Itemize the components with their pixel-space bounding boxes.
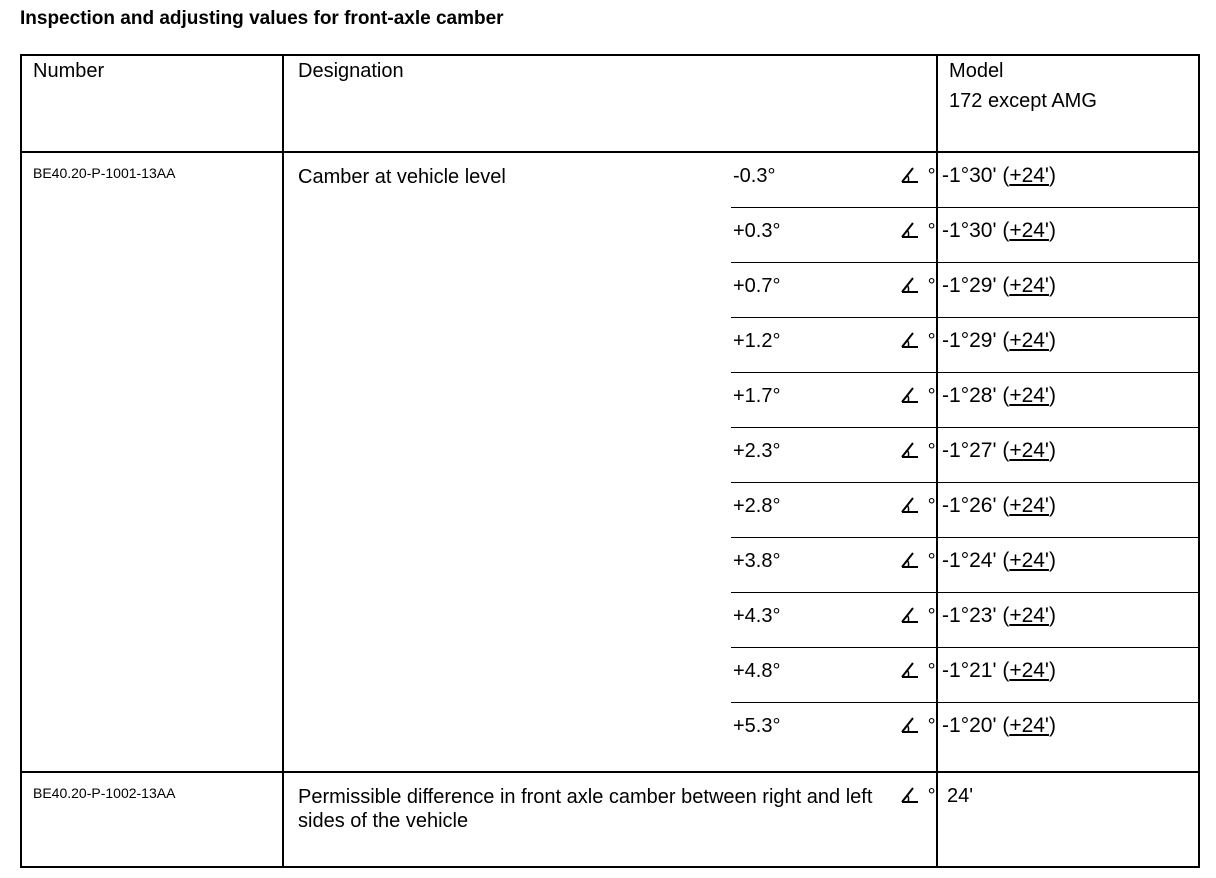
camber-nominal: -1°27' (942, 438, 997, 462)
level-offset: -0.3° (731, 152, 881, 207)
degree-symbol: ° (927, 384, 936, 407)
level-offset: +2.8° (731, 482, 881, 537)
camber-nominal: -1°28' (942, 383, 997, 407)
camber-spec-table (20, 54, 1200, 868)
angle-icon (899, 220, 921, 240)
level-offset: +1.2° (731, 317, 881, 372)
camber-tolerance: +24' (1009, 383, 1049, 407)
page-title: Inspection and adjusting values for front-axle camber (20, 8, 504, 29)
unit-cell (881, 372, 937, 427)
camber-tolerance: +24' (1009, 164, 1049, 187)
camber-nominal: -1°29' (942, 328, 997, 352)
angle-icon (899, 785, 921, 805)
camber-tolerance: +24' (1009, 273, 1049, 297)
angle-icon (899, 440, 921, 460)
table-header-row (21, 55, 1199, 152)
level-offset: +4.8° (731, 647, 881, 702)
angle-icon (899, 495, 921, 515)
angle-icon (899, 605, 921, 625)
camber-tolerance: +24' (1009, 548, 1049, 572)
camber-nominal: -1°29' (942, 273, 997, 297)
level-offset: +4.3° (731, 592, 881, 647)
camber-value: -1°28' (+24') (937, 372, 1199, 427)
unit-cell (881, 592, 937, 647)
camber-nominal: -1°20' (942, 713, 997, 737)
level-offset: +3.8° (731, 537, 881, 592)
degree-symbol: ° (927, 165, 936, 187)
camber-value: -1°24' (+24') (937, 537, 1199, 592)
camber-value: -1°21' (+24') (937, 647, 1199, 702)
camber-nominal: -1°23' (942, 603, 997, 627)
degree-symbol: ° (927, 219, 936, 242)
angle-icon (899, 275, 921, 295)
degree-symbol: ° (927, 439, 936, 462)
row-number: BE40.20-P-1001-13AA (21, 152, 283, 772)
degree-symbol: ° (927, 274, 936, 297)
camber-nominal: -1°26' (942, 493, 997, 517)
unit-cell (881, 207, 937, 262)
unit-cell (881, 702, 937, 772)
degree-symbol: ° (927, 714, 936, 737)
unit-cell (881, 482, 937, 537)
degree-symbol: ° (927, 549, 936, 572)
row-designation: Permissible difference in front axle camber between right and left sides of the vehicle (283, 772, 881, 867)
camber-tolerance: +24' (1009, 658, 1049, 682)
degree-symbol: ° (927, 329, 936, 352)
level-offset: +0.3° (731, 207, 881, 262)
unit-cell (881, 427, 937, 482)
camber-value: -1°27' (+24') (937, 427, 1199, 482)
camber-value: -1°23' (+24') (937, 592, 1199, 647)
camber-nominal: -1°24' (942, 548, 997, 572)
camber-tolerance: +24' (1009, 493, 1049, 517)
unit-cell (881, 647, 937, 702)
camber-tolerance: +24' (1009, 328, 1049, 352)
unit-cell (881, 152, 937, 207)
level-offset: +5.3° (731, 702, 881, 772)
row-number: BE40.20-P-1002-13AA (21, 772, 283, 867)
table-body (21, 152, 1199, 867)
camber-value: -1°20' (+24') (937, 702, 1199, 772)
level-offset: +2.3° (731, 427, 881, 482)
angle-icon (899, 715, 921, 735)
camber-difference-value: 24' (937, 772, 1199, 867)
camber-value: -1°29' (+24') (937, 317, 1199, 372)
header-model-variant: 172 except AMG (949, 90, 1097, 112)
level-offset: +0.7° (731, 262, 881, 317)
camber-tolerance: +24' (1009, 438, 1049, 462)
angle-icon (899, 550, 921, 570)
camber-value: -1°26' (+24') (937, 482, 1199, 537)
degree-symbol: ° (927, 494, 936, 517)
unit-cell (881, 317, 937, 372)
angle-icon (899, 660, 921, 680)
camber-tolerance: +24' (1009, 713, 1049, 737)
row-designation: Camber at vehicle level (283, 152, 731, 772)
header-number: Number (21, 55, 283, 152)
degree-symbol: ° (927, 604, 936, 627)
camber-value: -1°29' (+24') (937, 262, 1199, 317)
degree-symbol: ° (927, 785, 936, 807)
unit-cell (881, 772, 937, 867)
level-offset: +1.7° (731, 372, 881, 427)
header-designation: Designation (283, 55, 937, 152)
camber-nominal: -1°30' (942, 218, 997, 242)
unit-cell (881, 262, 937, 317)
camber-value: -1°30' (+24') (937, 207, 1199, 262)
angle-icon (899, 330, 921, 350)
degree-symbol: ° (927, 659, 936, 682)
header-model (937, 55, 1199, 152)
camber-nominal: -1°30' (942, 164, 997, 187)
header-model-label: Model (949, 60, 1004, 82)
camber-tolerance: +24' (1009, 603, 1049, 627)
camber-value: -1°30' (+24') (937, 152, 1199, 207)
camber-tolerance: +24' (1009, 218, 1049, 242)
unit-cell (881, 537, 937, 592)
table-row (21, 152, 1199, 207)
angle-icon (899, 385, 921, 405)
angle-icon (899, 165, 921, 185)
table-row (21, 772, 1199, 867)
camber-nominal: -1°21' (942, 658, 997, 682)
